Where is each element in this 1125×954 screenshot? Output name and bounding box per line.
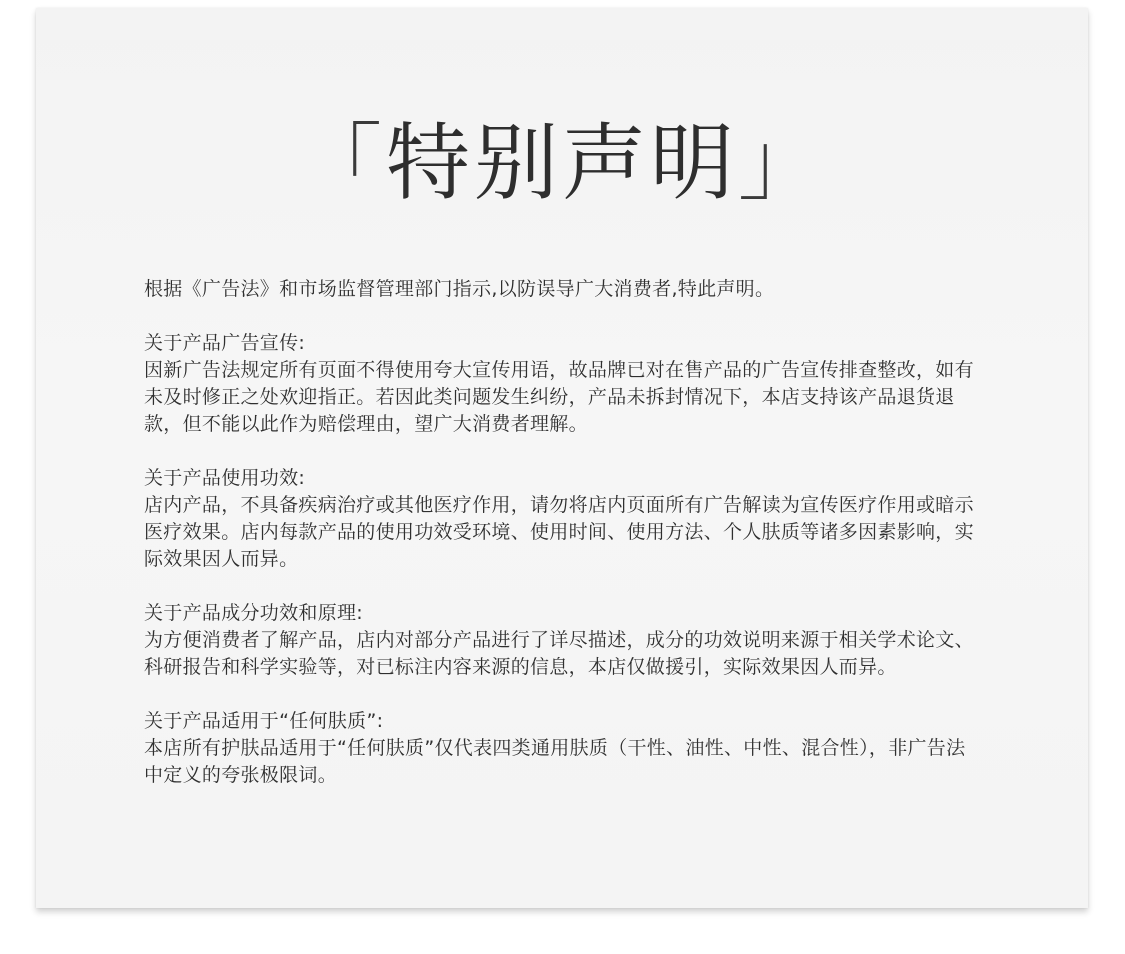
- section-ingredients: [144, 600, 974, 681]
- section-heading: 关于产品成分功效和原理:: [144, 602, 364, 624]
- section-body: 店内产品，不具备疾病治疗或其他医疗作用，请勿将店内页面所有广告解读为宣传医疗作用或暗示医疗效果。店内每款产品的使用功效受环境、使用时间、使用方法、个人肤质等诸多因素影响，实际效果因人而异。: [144, 494, 974, 570]
- declaration-card: [36, 8, 1088, 908]
- section-heading: 关于产品使用功效:: [144, 467, 306, 489]
- title-text: 特别声明: [385, 114, 738, 212]
- section-body: 为方便消费者了解产品，店内对部分产品进行了详尽描述，成分的功效说明来源于相关学术论文、科研报告和科学实验等，对已标注内容来源的信息，本店仅做援引，实际效果因人而异。: [144, 629, 974, 678]
- section-skin-types: [144, 708, 974, 789]
- intro-paragraph: 根据《广告法》和市场监督管理部门指示,以防误导广大消费者,特此声明。: [144, 278, 775, 300]
- section-body: 因新广告法规定所有页面不得使用夸大宣传用语，故品牌已对在售产品的广告宣传排查整改，如有未及时修正之处欢迎指正。若因此类问题发生纠纷，产品未拆封情况下，本店支持该产品退货退款，但不能以此作为赔偿理由，望广大消费者理解。: [144, 359, 974, 435]
- title-close-bracket: 」: [738, 114, 827, 212]
- section-efficacy: [144, 465, 974, 573]
- section-heading: 关于产品适用于“任何肤质”:: [144, 710, 384, 732]
- section-heading: 关于产品广告宣传:: [144, 332, 306, 354]
- title-open-bracket: 「: [297, 114, 386, 212]
- section-body: 本店所有护肤品适用于“任何肤质”仅代表四类通用肤质（干性、油性、中性、混合性），非广告法中定义的夸张极限词。: [144, 737, 966, 786]
- page-title: [36, 113, 1088, 213]
- section-advertising: [144, 330, 974, 438]
- declaration-content: [144, 276, 974, 789]
